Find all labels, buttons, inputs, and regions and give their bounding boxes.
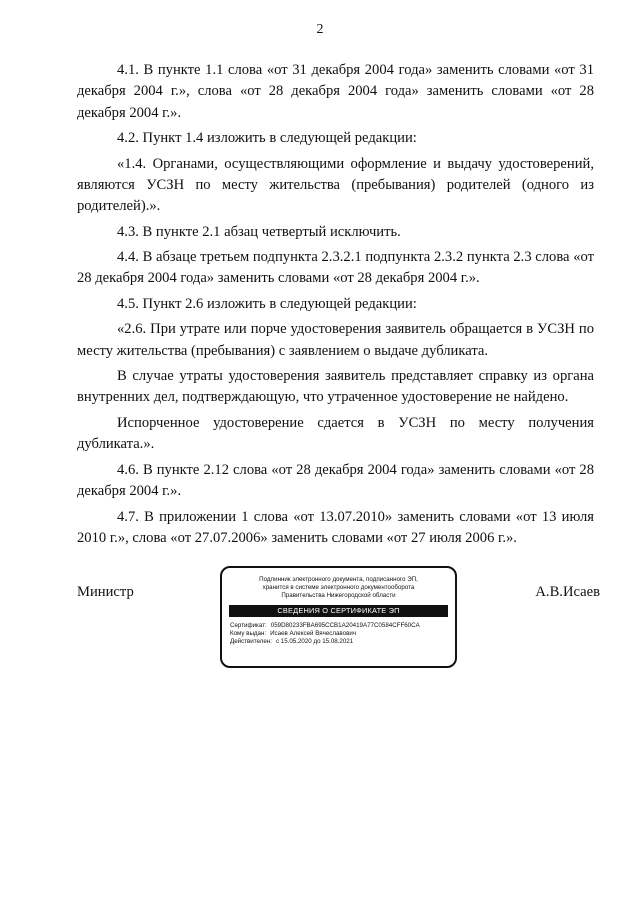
validity-label: Действителен: [230,638,272,645]
paragraph-4-6: 4.6. В пункте 2.12 слова «от 28 декабря 2004 года» заменить словами «от 28 декабря 2004 г.». [77,461,594,500]
stamp-header-line: Подлинник электронного документа, подписанного ЭП, [259,576,418,583]
issued-to-row [230,630,455,638]
paragraph-4-5: 4.5. Пункт 2.6 изложить в следующей редакции: [117,295,417,312]
certificate-value: 059D80233FBA695CCB1A20419A77C0584CFF60CA [270,622,420,629]
certificate-label: Сертификат: [230,622,267,629]
validity-row [230,638,455,646]
paragraph-4-1: 4.1. В пункте 1.1 слова «от 31 декабря 2004 года» заменить словами «от 31 декабря 2004 г.», слова «от 28 декабря 2004 года» заменить словами «от 28 декабря 2004 г.». [77,62,594,121]
stamp-header-line: хранится в системе электронного документооборота [262,584,415,591]
stamp-details [230,622,455,646]
issued-to-label: Кому выдан: [230,630,267,637]
paragraph-4-2: 4.2. Пункт 1.4 изложить в следующей редакции: [117,130,417,147]
paragraph-4-7: 4.7. В приложении 1 слова «от 13.07.2010» заменить словами «от 13 июля 2010 г.», слова «от 27.07.2006» заменить словами «от 27 июля 2006 г.». [77,508,594,546]
paragraph-1-4-text: «1.4. Органами, осуществляющими оформление и выдачу удостоверений, являются УСЗН по месту жительства (пребывания) родителей (одного из родителей).». [77,155,594,215]
paragraph-damaged-case: Испорченное удостоверение сдается в УСЗН по месту получения дубликата.». [77,414,594,453]
paragraph-4-3: 4.3. В пункте 2.1 абзац четвертый исключить. [117,223,401,240]
paragraph-4-4: 4.4. В абзаце третьем подпункта 2.3.2.1 подпункта 2.3.2 пункта 2.3 слова «от 28 декабря 2004 года» заменить словами «от 28 декабря 2004 г.». [77,249,594,287]
signatory-name: А.В.Исаев [535,584,600,600]
validity-value: с 15.05.2020 до 15.08.2021 [275,638,354,645]
stamp-header [222,576,455,600]
page-number: 2 [316,22,324,37]
paragraph-loss-case: В случае утраты удостоверения заявитель представляет справку из органа внутренних дел, подтверждающую, что утраченное удостоверение не найдено. [77,368,594,406]
certificate-row [230,622,455,630]
issued-to-value: Исаев Алексей Вячеславович [270,630,357,637]
signatory-position: Министр [77,584,134,600]
stamp-header-line: Правительства Нижегородской области [281,592,396,599]
electronic-signature-stamp [220,566,457,668]
document-body [77,60,594,553]
stamp-title: СВЕДЕНИЯ О СЕРТИФИКАТЕ ЭП [229,605,448,617]
paragraph-2-6-text: «2.6. При утрате или порче удостоверения заявитель обращается в УСЗН по месту жительства (пребывания) с заявлением о выдаче дубликата. [77,321,594,359]
